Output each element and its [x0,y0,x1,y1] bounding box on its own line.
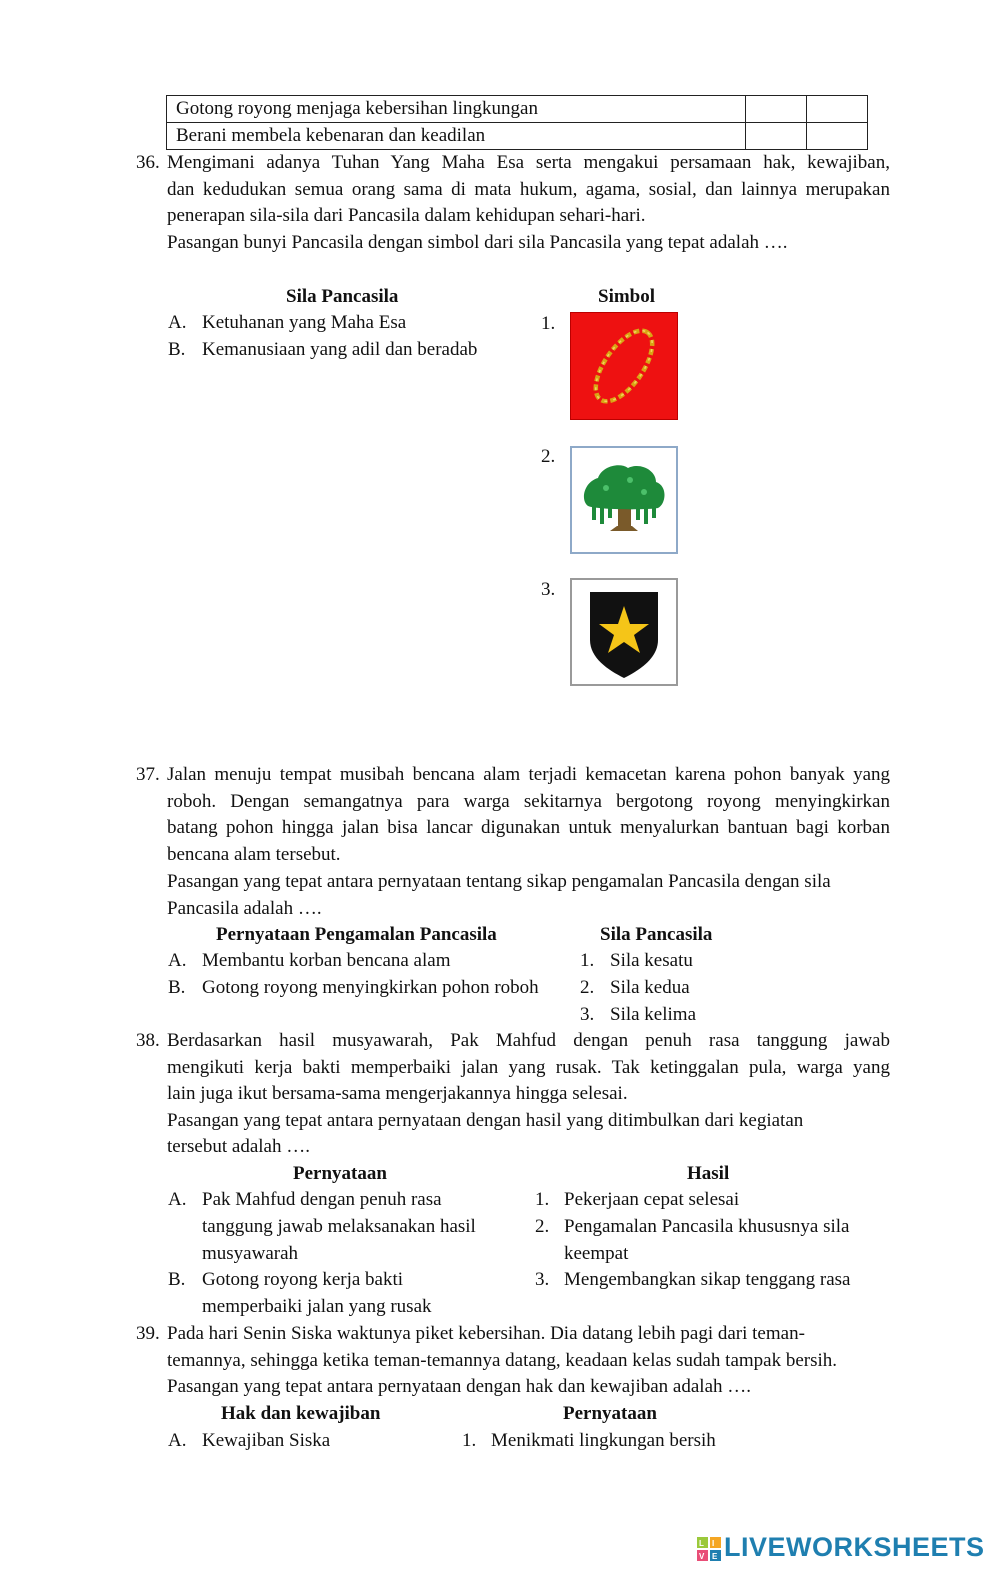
answer-number: 1. [462,1430,477,1451]
table-cell-answer[interactable] [746,123,807,150]
answer-text: Sila kedua [610,977,690,998]
symbol-box-tree [570,446,678,554]
option-letter: B. [168,339,186,360]
question-text-line: Berdasarkan hasil musyawarah, Pak Mahfud dengan penuh rasa tanggung jawab [167,1030,890,1051]
answer-number: 1. [580,950,595,971]
symbol-number: 3. [541,579,556,600]
answer-text: Menikmati lingkungan bersih [491,1430,716,1451]
logo-text: LIVEWORKSHEETS [724,1532,985,1562]
column-header: Sila Pancasila [286,286,399,307]
column-header: Pernyataan [563,1403,657,1424]
answer-number: 3. [535,1269,550,1290]
question-text-line: dan kedudukan semua orang sama di mata hukum, agama, sosial, dan lainnya merupakan [167,179,890,200]
question-text-line: batang pohon hingga jalan bisa lancar digunakan untuk menyalurkan bantuan bagi korban [167,817,890,838]
question-text-line: Pancasila adalah …. [167,898,322,919]
question-text-line: lain juga ikut bersama-sama mengerjakannya hingga selesai. [167,1083,628,1104]
option-text: Ketuhanan yang Maha Esa [202,312,407,333]
answer-text: Pekerjaan cepat selesai [564,1189,740,1210]
question-text-line: bencana alam tersebut. [167,844,341,865]
column-header: Simbol [598,286,656,307]
star-shield-icon [572,580,676,684]
svg-text:I: I [712,1538,715,1548]
column-header: Pernyataan [293,1163,387,1184]
svg-text:L: L [699,1538,705,1548]
option-text: Pak Mahfud dengan penuh rasa [202,1189,442,1210]
table-cell-answer[interactable] [807,123,868,150]
table-cell-statement: Gotong royong menjaga kebersihan lingkungan [167,96,746,123]
table-row [167,123,868,150]
question-number: 36. [136,152,160,173]
symbol-number: 2. [541,446,556,467]
svg-text:V: V [699,1551,705,1561]
table-cell-answer[interactable] [746,96,807,123]
top-table [166,95,868,150]
option-text: Gotong royong kerja bakti [202,1269,404,1290]
table-row [167,96,868,123]
question-number: 37. [136,764,160,785]
logo-grid-icon [697,1537,721,1561]
question-text-line: Pasangan yang tepat antara pernyataan dengan hasil yang ditimbulkan dari kegiatan [167,1110,804,1131]
option-text: memperbaiki jalan yang rusak [202,1296,432,1317]
banyan-tree-icon [572,448,676,552]
question-text-line: temannya, sehingga ketika teman-temannya datang, keadaan kelas sudah tampak bersih. [167,1350,838,1371]
option-letter: B. [168,977,186,998]
column-header: Hak dan kewajiban [221,1403,381,1424]
chain-icon [571,313,677,419]
question-number: 38. [136,1030,160,1051]
column-header: Pernyataan Pengamalan Pancasila [216,924,497,945]
answer-number: 2. [580,977,595,998]
question-text-line: Mengimani adanya Tuhan Yang Maha Esa serta mengakui persamaan hak, kewajiban, [167,152,890,173]
question-text-line: Pasangan yang tepat antara pernyataan dengan hak dan kewajiban adalah …. [167,1376,751,1397]
svg-text:E: E [712,1551,718,1561]
option-letter: A. [168,312,187,333]
question-text-line: Pada hari Senin Siska waktunya piket kebersihan. Dia datang lebih pagi dari teman- [167,1323,805,1344]
option-letter: B. [168,1269,186,1290]
option-text: Kewajiban Siska [202,1430,331,1451]
question-text-line: roboh. Dengan semangatnya para warga sekitarnya bergotong royong menyingkirkan [167,791,890,812]
column-header: Sila Pancasila [600,924,713,945]
answer-text: Sila kesatu [610,950,693,971]
option-text: tanggung jawab melaksanakan hasil [202,1216,476,1237]
question-text-line: mengikuti kerja bakti memperbaiki jalan yang rusak. Tak ketinggalan pula, warga yang [167,1057,890,1078]
question-text-line: penerapan sila-sila dari Pancasila dalam kehidupan sehari-hari. [167,205,646,226]
answer-number: 2. [535,1216,550,1237]
option-text: Gotong royong menyingkirkan pohon roboh [202,977,539,998]
answer-number: 1. [535,1189,550,1210]
option-letter: A. [168,1430,187,1451]
option-text: musyawarah [202,1243,299,1264]
option-letter: A. [168,1189,187,1210]
answer-text: Sila kelima [610,1004,697,1025]
liveworksheets-logo[interactable] [697,1532,997,1562]
question-text-line: Pasangan yang tepat antara pernyataan tentang sikap pengamalan Pancasila dengan sila [167,871,831,892]
option-letter: A. [168,950,187,971]
option-text: Kemanusiaan yang adil dan beradab [202,339,478,360]
table-cell-answer[interactable] [807,96,868,123]
column-header: Hasil [687,1163,730,1184]
symbol-box-star [570,578,678,686]
answer-text: keempat [564,1243,629,1264]
answer-number: 3. [580,1004,595,1025]
question-text-line: Pasangan bunyi Pancasila dengan simbol dari sila Pancasila yang tepat adalah …. [167,232,788,253]
answer-text: Pengamalan Pancasila khususnya sila [564,1216,850,1237]
question-text-line: Jalan menuju tempat musibah bencana alam terjadi kemacetan karena pohon banyak yang [167,764,890,785]
question-text-line: tersebut adalah …. [167,1136,310,1157]
option-text: Membantu korban bencana alam [202,950,451,971]
table-cell-statement: Berani membela kebenaran dan keadilan [167,123,746,150]
symbol-number: 1. [541,313,556,334]
symbol-box-chain [570,312,678,420]
answer-text: Mengembangkan sikap tenggang rasa [564,1269,851,1290]
question-number: 39. [136,1323,160,1344]
